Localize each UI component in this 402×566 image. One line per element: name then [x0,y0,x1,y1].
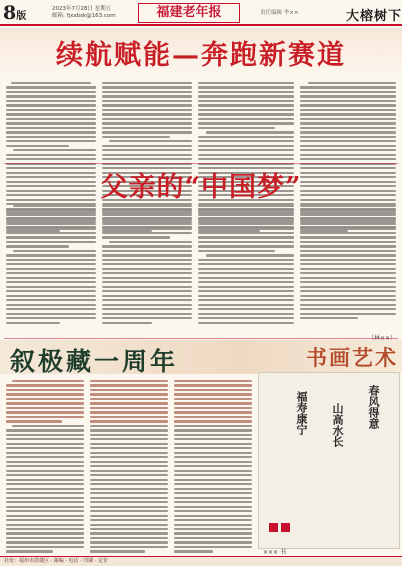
article2-col3 [198,205,294,324]
calligraphy-artwork [258,372,400,549]
section-name: 大榕树下 [346,9,402,24]
issue-meta [52,6,116,20]
page-number: 8版 [3,2,27,24]
calligraphy-column-3: 福寿康宁 [295,391,308,435]
section3-col2 [90,380,168,553]
seal-stamp-icon [269,523,278,532]
issue-date: 2023年7月28日 星期五 [52,6,112,12]
section-divider [4,163,398,164]
article2-headline: 父亲的“中国梦” [100,172,302,203]
article1-headline: 续航赋能—奔跑新赛道 [56,40,346,71]
editor-credit: 责任编辑 李×× [260,10,299,16]
section3-title: 叙极藏一周年 [10,347,179,376]
newspaper-logo: 福建老年报 [138,3,240,23]
section-divider-2 [4,338,398,339]
seal-stamp-icon [281,523,290,532]
issue-email: 邮箱: fjxxbsk@163.com [52,13,116,19]
masthead [0,0,402,30]
section3-col1 [6,380,84,553]
calligraphy-column-2: 山高水长 [331,403,344,447]
calligraphy-column-1: 春风得意 [367,385,380,429]
section3-col3 [174,380,252,553]
artwork-signature: ××× 书 [263,549,286,556]
article2-col1 [6,205,96,324]
footer-text: 社址：福州市鼓楼区 · 邮编 · 电话 · 印刷 · 定价 [4,558,109,564]
art-section-title: 书画艺术 [306,345,398,370]
article2-col2 [102,205,192,324]
article2-col4 [300,205,396,319]
header-rule [0,24,402,26]
